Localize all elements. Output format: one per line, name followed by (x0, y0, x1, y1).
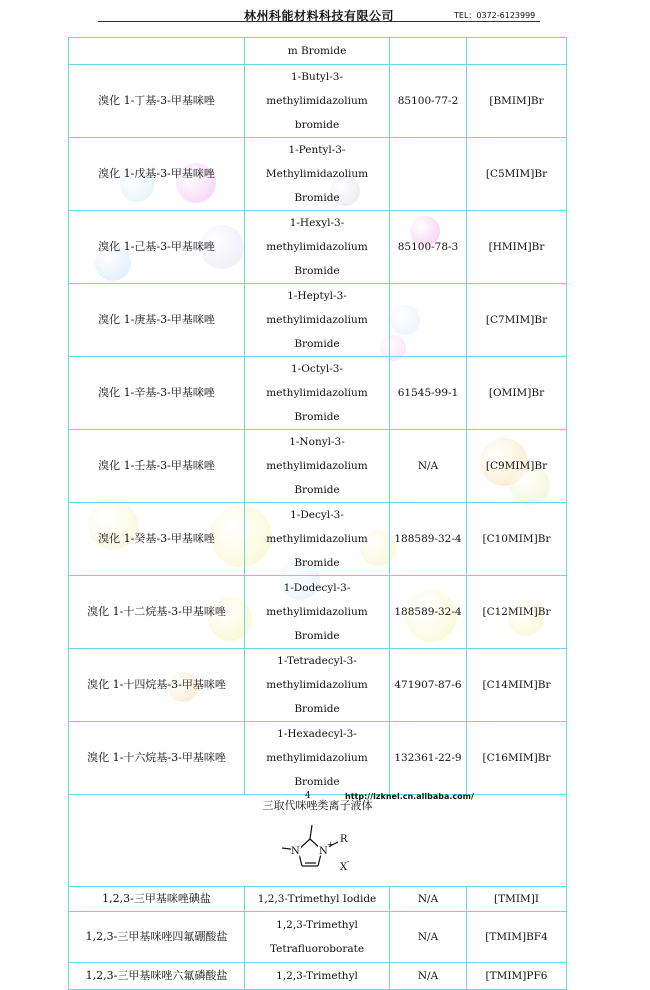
anion-label: X (339, 862, 347, 873)
chinese-name-cell: 溴化 1-己基-3-甲基咪唑 (69, 211, 245, 284)
section-row (69, 795, 567, 887)
chinese-name-cell: 溴化 1-壬基-3-甲基咪唑 (69, 430, 245, 503)
abbreviation-cell: [C7MIM]Br (467, 284, 567, 357)
anion-charge: - (346, 857, 350, 866)
section-cell (69, 795, 567, 887)
chinese-name-cell: 溴化 1-庚基-3-甲基咪唑 (69, 284, 245, 357)
table-row (69, 211, 567, 284)
cas-number-cell: 85100-78-3 (390, 211, 467, 284)
ring-nitrogen-right: N (318, 846, 328, 857)
imidazolium-structure (258, 820, 378, 882)
english-name-cell: 1,2,3-Trimethyl (245, 963, 390, 990)
section-title: 三取代咪唑类离子液体 (262, 799, 373, 812)
english-name-cell: 1-Dodecyl-3-methylimidazolium Bromide (245, 576, 390, 649)
company-phone: TEL：0372-6123999 (454, 11, 536, 20)
table-row (69, 503, 567, 576)
english-name-cell: 1-Tetradecyl-3-methylimidazolium Bromide (245, 649, 390, 722)
english-name-cell: 1,2,3-Trimethyl Iodide (245, 887, 390, 912)
table-row (69, 649, 567, 722)
table-row (69, 284, 567, 357)
table-row (69, 38, 567, 65)
abbreviation-cell: [C12MIM]Br (467, 576, 567, 649)
abbreviation-cell: [C16MIM]Br (467, 722, 567, 795)
cas-number-cell: N/A (390, 912, 467, 963)
cas-number-cell: 61545-99-1 (390, 357, 467, 430)
chinese-name-cell: 溴化 1-戊基-3-甲基咪唑 (69, 138, 245, 211)
english-name-cell: 1,2,3-Trimethyl Tetrafluoroborate (245, 912, 390, 963)
table-row (69, 912, 567, 963)
cas-number-cell: N/A (390, 963, 467, 990)
abbreviation-cell: [C14MIM]Br (467, 649, 567, 722)
english-name-cell: 1-Nonyl-3-methylimidazolium Bromide (245, 430, 390, 503)
english-name-cell: 1-Pentyl-3-Methylimidazolium Bromide (245, 138, 390, 211)
page-number: 4 (305, 791, 311, 801)
cas-number-cell: 188589-32-4 (390, 576, 467, 649)
cas-number-cell: N/A (390, 430, 467, 503)
table-row (69, 963, 567, 990)
english-name-cell: 1-Octyl-3-methylimidazolium Bromide (245, 357, 390, 430)
abbreviation-cell: [HMIM]Br (467, 211, 567, 284)
ring-nitrogen-left: N (290, 846, 300, 857)
cas-number-cell (390, 284, 467, 357)
chinese-name-cell: 1,2,3-三甲基咪唑四氟硼酸盐 (69, 912, 245, 963)
cas-number-cell: 188589-32-4 (390, 503, 467, 576)
abbreviation-cell: [TMIM]BF4 (467, 912, 567, 963)
chinese-name-cell (69, 38, 245, 65)
table-row (69, 576, 567, 649)
cas-number-cell: 85100-77-2 (390, 65, 467, 138)
page-header (98, 0, 540, 22)
substituent-r: R (339, 834, 348, 845)
chinese-name-cell: 1,2,3-三甲基咪唑六氟磷酸盐 (69, 963, 245, 990)
cas-number-cell (390, 138, 467, 211)
cas-number-cell: 471907-87-6 (390, 649, 467, 722)
chinese-name-cell: 溴化 1-十六烷基-3-甲基咪唑 (69, 722, 245, 795)
table-row (69, 430, 567, 503)
abbreviation-cell (467, 38, 567, 65)
english-name-cell: 1-Hexyl-3-methylimidazolium Bromide (245, 211, 390, 284)
english-name-cell: m Bromide (245, 38, 390, 65)
abbreviation-cell: [C5MIM]Br (467, 138, 567, 211)
english-name-cell: 1-Decyl-3-methylimidazolium Bromide (245, 503, 390, 576)
cas-number-cell: 132361-22-9 (390, 722, 467, 795)
chinese-name-cell: 溴化 1-十二烷基-3-甲基咪唑 (69, 576, 245, 649)
english-name-cell: 1-Hexadecyl-3-methylimidazolium Bromide (245, 722, 390, 795)
chinese-name-cell: 溴化 1-丁基-3-甲基咪唑 (69, 65, 245, 138)
company-name: 林州科能材料科技有限公司 (244, 9, 395, 23)
chinese-name-cell: 1,2,3-三甲基咪唑碘盐 (69, 887, 245, 912)
product-table (68, 37, 567, 990)
chinese-name-cell: 溴化 1-十四烷基-3-甲基咪唑 (69, 649, 245, 722)
abbreviation-cell: [OMIM]Br (467, 357, 567, 430)
cas-number-cell: N/A (390, 887, 467, 912)
english-name-cell: 1-Butyl-3-methylimidazolium bromide (245, 65, 390, 138)
table-row (69, 65, 567, 138)
abbreviation-cell: [TMIM]I (467, 887, 567, 912)
table-row (69, 357, 567, 430)
cation-charge: + (326, 840, 334, 849)
abbreviation-cell: [C10MIM]Br (467, 503, 567, 576)
chinese-name-cell: 溴化 1-癸基-3-甲基咪唑 (69, 503, 245, 576)
chinese-name-cell: 溴化 1-辛基-3-甲基咪唑 (69, 357, 245, 430)
english-name-cell: 1-Heptyl-3-methylimidazolium Bromide (245, 284, 390, 357)
abbreviation-cell: [TMIM]PF6 (467, 963, 567, 990)
footer-url: http://lzknel.cn.alibaba.com/ (345, 792, 474, 801)
cas-number-cell (390, 38, 467, 65)
header-rule (98, 21, 540, 22)
abbreviation-cell: [C9MIM]Br (467, 430, 567, 503)
table-row (69, 138, 567, 211)
table-row (69, 887, 567, 912)
abbreviation-cell: [BMIM]Br (467, 65, 567, 138)
table-row (69, 722, 567, 795)
